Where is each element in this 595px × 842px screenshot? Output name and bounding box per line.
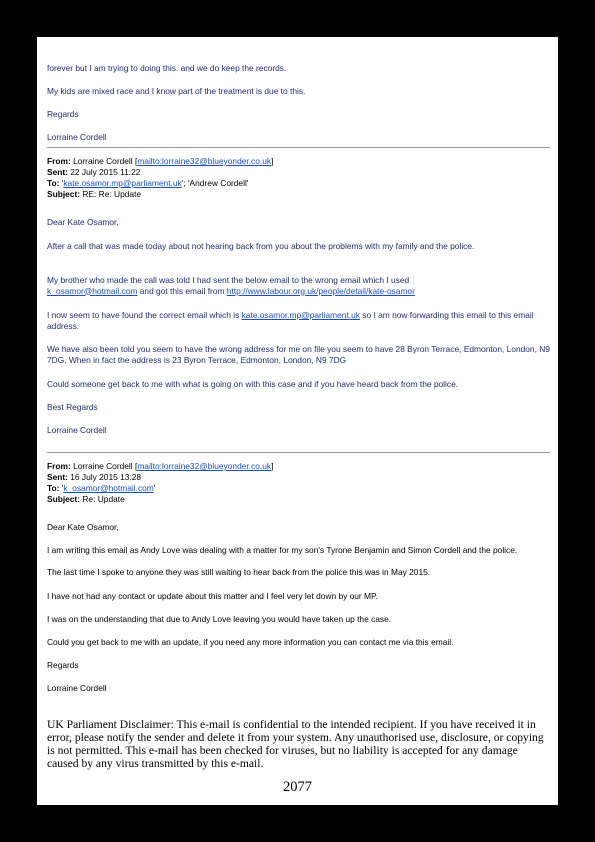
email2-closing: Regards — [47, 660, 79, 670]
email1-from-line — [47, 156, 552, 167]
email1-sent-line — [47, 167, 552, 178]
to-open: ' — [61, 483, 64, 493]
email2-to-line — [47, 483, 552, 494]
email2-paragraph-1b: The last time I spoke to anyone they was still waiting to hear back from the police this was in May 2015. — [47, 567, 431, 577]
hotmail-link[interactable]: k_osamor@hotmail.com — [47, 285, 138, 296]
email2-paragraph-2: I have not had any contact or update about this matter and I feel very let down by our MP. — [47, 591, 378, 601]
labour-profile-link[interactable]: http://www.labour.org.uk/people/detail/kate-osamor — [226, 285, 415, 296]
email1-greeting: Dear Kate Osamor, — [47, 217, 119, 227]
sent-value: 22 July 2015 11:22 — [70, 167, 141, 177]
to-label: To: — [47, 178, 60, 188]
from-mailto-link[interactable]: mailto:lorraine32@blueyonder.co.uk — [137, 461, 272, 471]
email2-paragraph-3: I was on the understanding that due to Andy Love leaving you would have taken up the case. — [47, 614, 392, 624]
p2-mid: and got this email from — [137, 285, 227, 296]
email1-paragraph-4: We have also been told you seem to have the wrong address for me on file you seem to have 28 Byron Terrace, Edmonton, London, N9 7DG, When in fact the address is 23 Byron Terrace, Edmonton, London, N9 7DG — [47, 344, 550, 365]
sent-label: Sent: — [47, 167, 68, 177]
thread-regards: Regards — [47, 109, 79, 119]
email2-subject-line — [47, 494, 552, 505]
email1-paragraph-3 — [47, 310, 552, 331]
to-rest: '; 'Andrew Cordell' — [181, 178, 249, 188]
to-label: To: — [47, 483, 60, 493]
from-mailto-link[interactable]: mailto:lorraine32@blueyonder.co.uk — [137, 156, 272, 166]
from-label: From: — [47, 156, 71, 166]
document-page — [37, 37, 558, 805]
p3-start: I now seem to have found the correct email which is — [47, 310, 242, 320]
email-separator — [47, 147, 550, 148]
sent-value: 16 July 2015 13:28 — [70, 472, 142, 482]
thread-mixed-race-line: My kids are mixed race and I know part of the treatment is due to this. — [47, 86, 306, 96]
email1-paragraph-5: Could someone get back to me with what is going on with this case and if you have heard back from the police. — [47, 379, 459, 389]
email2-sent-line — [47, 472, 552, 483]
email2-paragraph-1: I am writing this email as Andy Love was dealing with a matter for my son's Tyrone Benjamin and Simon Cordell and the police. — [47, 545, 518, 555]
from-name: Lorraine Cordell [ — [73, 156, 138, 166]
parliament-email-link[interactable]: kate.osamor.mp@parliament.uk — [241, 310, 360, 320]
p3-end: so I am now forwarding this email to this email address. — [47, 310, 534, 331]
email2-signature: Lorraine Cordell — [47, 683, 107, 693]
email1-to-line — [47, 178, 552, 189]
email1-signature: Lorraine Cordell — [47, 425, 107, 435]
to-close: ' — [153, 483, 156, 493]
to-email-link[interactable]: kate.osamor.mp@parliament.uk — [63, 178, 182, 188]
email-separator — [47, 452, 550, 453]
email2-from-line — [47, 461, 552, 472]
email1-closing: Best Regards — [47, 402, 98, 412]
subject-label: Subject: — [47, 494, 81, 504]
subject-label: Subject: — [47, 189, 81, 199]
parliament-disclaimer: UK Parliament Disclaimer: This e-mail is confidential to the intended recipient. If you have received it in error, please notify the sender and delete it from your system. Any unauthorised use, disclosure, or copying is not permitted. This e-mail has been checked for viruses, but no liability is accepted for any damage caused by any virus transmitted by this e-mail. — [47, 718, 544, 770]
thread-continuation-line: forever but I am trying to doing this. and we do keep the records. — [47, 63, 287, 73]
from-close: ] — [271, 156, 274, 166]
email2-greeting: Dear Kate Osamor, — [47, 522, 119, 532]
sent-label: Sent: — [47, 472, 68, 482]
from-close: ] — [271, 461, 274, 471]
subject-value: Re: Update — [82, 494, 125, 504]
email2-paragraph-4: Could you get back to me with an update, if you need any more information you can contact me via this email. — [47, 637, 454, 647]
to-open: ' — [61, 178, 64, 188]
subject-value: RE: Re: Update — [82, 189, 142, 199]
p2-text: My brother who made the call was told I had sent the below email to the wrong email which I used — [47, 275, 410, 285]
email1-paragraph-1: After a call that was made today about not hearing back from you about the problems with my family and the police. — [47, 241, 475, 251]
email1-paragraph-2 — [47, 275, 552, 296]
from-name: Lorraine Cordell [ — [73, 461, 138, 471]
thread-signature: Lorraine Cordell — [47, 132, 107, 142]
page-number: 2077 — [283, 779, 312, 795]
from-label: From: — [47, 461, 71, 471]
to-email-link[interactable]: k_osamor@hotmail.com — [63, 483, 154, 493]
email1-subject-line — [47, 189, 552, 200]
